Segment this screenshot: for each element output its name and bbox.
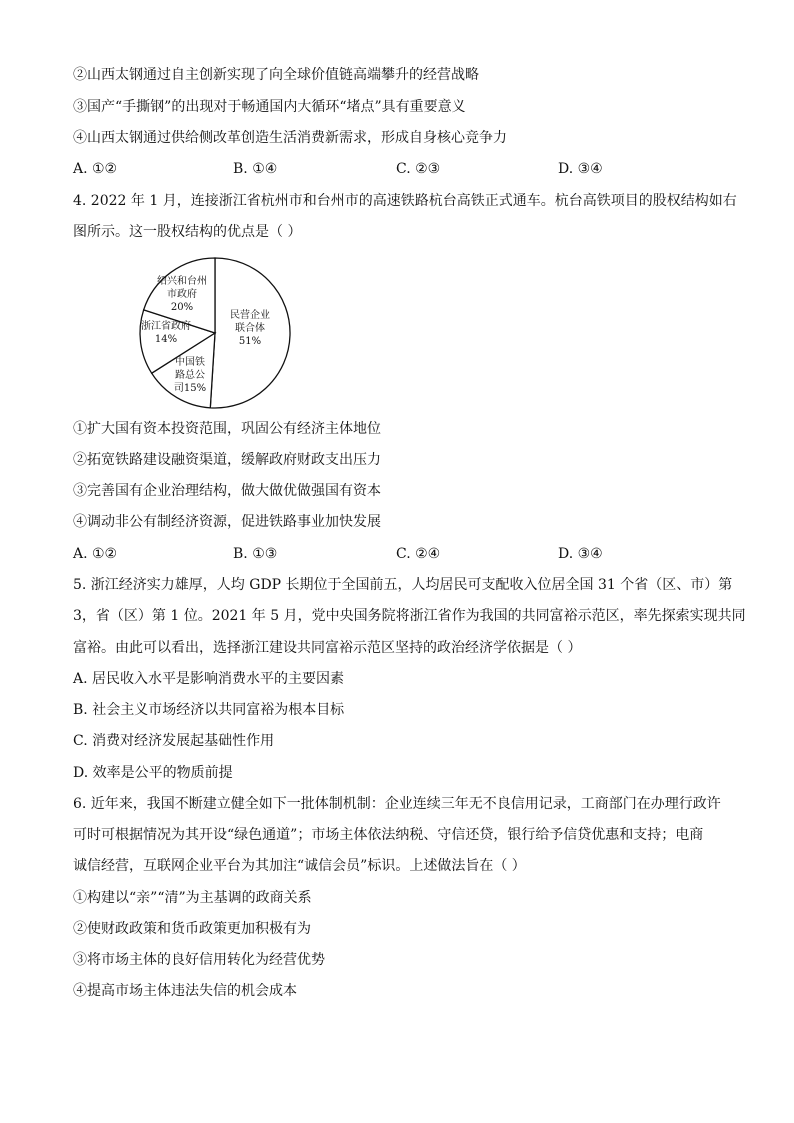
pie-slice-label: 绍兴和台州市政府 20% [157,276,207,313]
q5-stem-line-3: 富裕。由此可以看出，选择浙江建设共同富裕示范区坚持的政治经济学依据是（ ） [73,640,582,656]
equity-pie-chart [134,256,304,412]
q3-statement-2: ②山西太钢通过自主创新实现了向全球价值链高端攀升的经营战略 [73,67,479,83]
q6-statement-3: ③将市场主体的良好信用转化为经营优势 [73,952,325,968]
q5-option-d: D. 效率是公平的物质前提 [73,765,233,781]
q6-statement-1: ①构建以“亲”“清”为主基调的政商关系 [73,890,312,906]
q4-stem-line-1: 4. 2022 年 1 月，连接浙江省杭州市和台州市的高速铁路杭台高铁正式通车。杭台高铁项目的股权结构如右 [73,193,737,209]
q4-statement-3: ③完善国有企业治理结构，做大做优做强国有资本 [73,483,381,499]
q4-option-d: D. ③④ [558,546,603,562]
q3-statement-3: ③国产“手撕钢”的出现对于畅通国内大循环“堵点”具有重要意义 [73,99,466,115]
q3-statement-4: ④山西太钢通过供给侧改革创造生活消费新需求，形成自身核心竞争力 [73,130,507,146]
q6-stem-line-2: 可时可根据情况为其开设“绿色通道”；市场主体依法纳税、守信还贷，银行给予信贷优惠和支持；电商 [73,827,704,843]
q6-statement-2: ②使财政政策和货币政策更加积极有为 [73,921,311,937]
q3-option-d: D. ③④ [558,161,603,177]
pie-slice-label: 民营企业联合体 51% [230,310,270,347]
q5-stem-line-1: 5. 浙江经济实力雄厚，人均 GDP 长期位于全国前五，人均居民可支配收入位居全国 31 个省（区、市）第 [73,577,733,593]
q4-statement-1: ①扩大国有资本投资范围，巩固公有经济主体地位 [73,421,381,437]
q4-option-b: B. ①③ [233,546,278,562]
q6-stem-line-3: 诚信经营，互联网企业平台为其加注“诚信会员”标识。上述做法旨在（ ） [73,858,526,874]
q3-option-a: A. ①② [73,161,118,177]
q5-stem-line-2: 3，省（区）第 1 位。2021 年 5 月，党中央国务院将浙江省作为我国的共同富裕示范区，率先探索实现共同 [73,608,746,624]
q6-stem-line-1: 6. 近年来，我国不断建立健全如下一批体制机制：企业连续三年无不良信用记录，工商部门在办理行政许 [73,796,721,812]
pie-slice-label: 浙江省政府 14% [141,321,191,345]
q4-stem-line-2: 图所示。这一股权结构的优点是（ ） [73,224,302,240]
pie-slice-label: 中国铁路总公司15% [173,357,207,394]
q4-option-c: C. ②④ [396,546,441,562]
q3-option-c: C. ②③ [396,161,441,177]
q5-option-c: C. 消费对经济发展起基础性作用 [73,733,275,749]
q5-option-a: A. 居民收入水平是影响消费水平的主要因素 [73,671,345,687]
q3-option-b: B. ①④ [233,161,278,177]
q6-statement-4: ④提高市场主体违法失信的机会成本 [73,983,297,999]
q4-statement-4: ④调动非公有制经济资源，促进铁路事业加快发展 [73,514,381,530]
q4-option-a: A. ①② [73,546,118,562]
q5-option-b: B. 社会主义市场经济以共同富裕为根本目标 [73,702,345,718]
q4-statement-2: ②拓宽铁路建设融资渠道，缓解政府财政支出压力 [73,452,381,468]
